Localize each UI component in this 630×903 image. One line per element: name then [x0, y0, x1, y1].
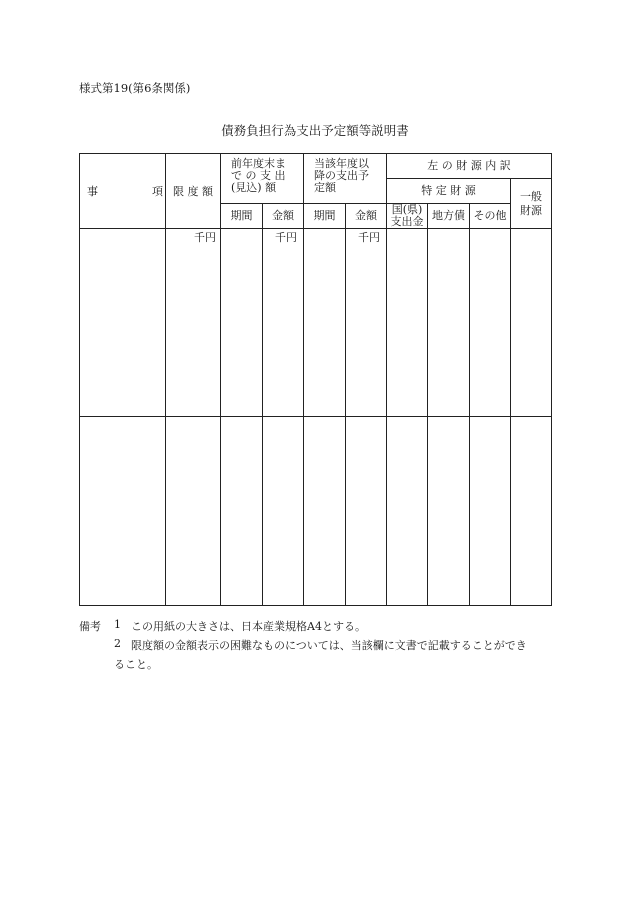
header-prev-year-line1: 前年度末ま: [231, 157, 286, 170]
unit-curr-amount: 千円: [358, 231, 380, 244]
remarks-label: 備考: [79, 620, 101, 633]
header-item-left: 事: [87, 185, 98, 198]
header-curr-year-line2: 降の支出予: [314, 169, 369, 182]
header-general-funds-line1: 一般: [520, 190, 542, 203]
header-period-prev: 期間: [230, 209, 253, 222]
header-funding-breakdown: 左 の 財 源 内 訳: [427, 159, 511, 172]
header-amount-prev: 金額: [272, 209, 294, 222]
remark-2-text-line1: 限度額の金額表示の困難なものについては、当該欄に文書で記載することができ: [131, 639, 527, 652]
remark-2-text-line2: ること。: [114, 658, 158, 671]
header-national-prefectural-line2: 支出金: [390, 215, 424, 228]
remark-1-text: この用紙の大きさは、日本産業規格A4とする。: [131, 620, 366, 633]
header-specific-funds: 特 定 財 源: [421, 184, 476, 197]
form-number-label: 様式第19(第6条関係): [79, 81, 191, 95]
header-amount-curr: 金額: [355, 209, 377, 222]
remark-2-number: 2: [114, 637, 121, 650]
header-curr-year-line3: 定額: [314, 181, 336, 194]
header-limit-amount: 限 度 額: [173, 185, 213, 198]
header-others: その他: [473, 209, 507, 222]
header-curr-year-line1: 当該年度以: [314, 157, 369, 170]
header-national-prefectural-line1: 国(県): [391, 203, 423, 216]
header-general-funds-line2: 財源: [520, 204, 542, 217]
header-prev-year-line2: で の 支 出: [231, 169, 286, 182]
header-prev-year-line3: (見込) 額: [231, 181, 277, 194]
unit-prev-amount: 千円: [275, 231, 297, 244]
header-local-bonds: 地方債: [432, 209, 465, 222]
unit-limit-amount: 千円: [194, 231, 216, 244]
header-period-curr: 期間: [313, 209, 336, 222]
document-title: 債務負担行為支出予定額等説明書: [221, 123, 409, 138]
header-item-right: 項: [152, 185, 163, 198]
remark-1-number: 1: [114, 618, 121, 631]
